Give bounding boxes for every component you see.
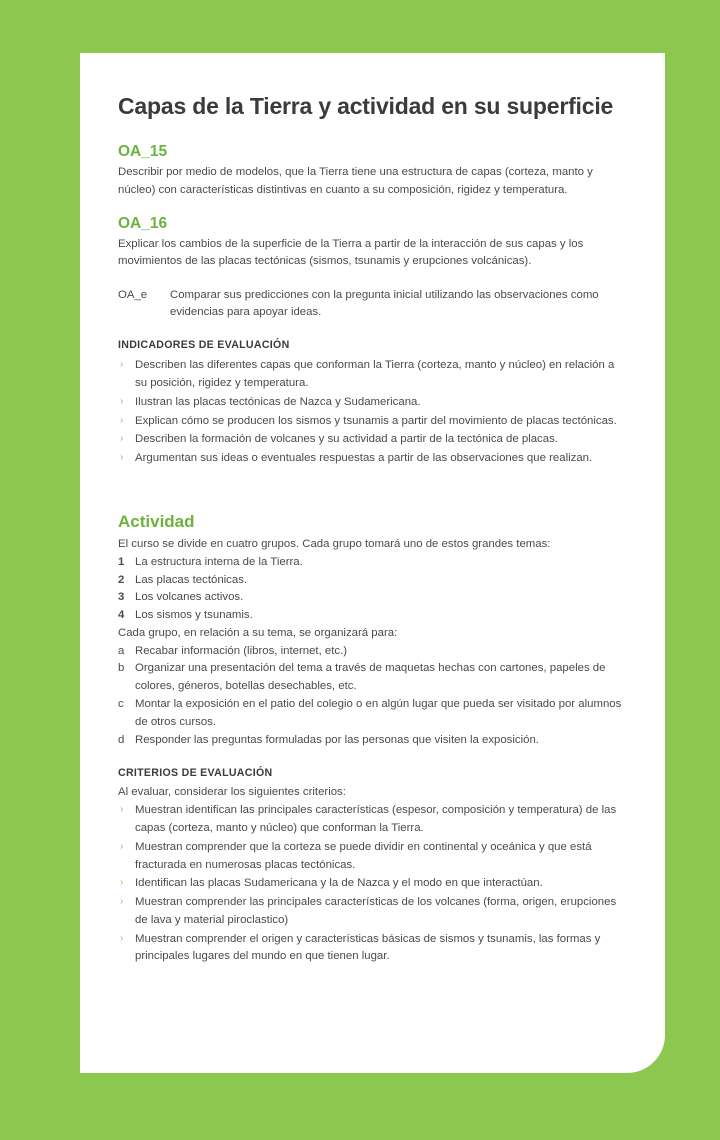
list-item-text: Muestran comprender que la corteza se puede dividir en continental y oceánica y que está fracturada en numerosas placas tectónicas. [135,840,592,871]
list-marker: 4 [118,609,125,622]
list-item [118,431,623,449]
list-item-text: Describen las diferentes capas que conforman la Tierra (corteza, manto y núcleo) en relación a su posición, rigidez y temperatura. [135,359,615,390]
indicators-list [118,357,623,468]
list-item-text: Muestran identifican las principales características (espesor, composición y temperatura) de las capas (corteza, manto y núcleo) que conforman la Tierra. [135,804,617,834]
list-item [118,839,623,875]
chevron-right-icon: › [120,452,124,464]
list-marker: c [118,698,124,711]
list-item [118,875,623,893]
list-item-text: Describen la formación de volcanes y su actividad a partir de la tectónica de placas. [135,433,558,446]
list-item [118,643,623,661]
list-item-text: Ilustran las placas tectónicas de Nazca y Sudamericana. [135,395,421,408]
oae-code: OA_e [118,288,148,301]
list-item [118,413,623,431]
chevron-right-icon: › [120,395,124,407]
list-item-text: Muestran comprender las principales características de los volcanes (forma, origen, erupciones de lava y material piroclastico) [135,896,617,926]
activity-middle-text: Cada grupo, en relación a su tema, se organizará para: [118,626,398,639]
list-item [118,357,623,393]
list-item [118,802,623,838]
oae-text: Comparar sus predicciones con la pregunta inicial utilizando las observaciones como evidencias para apoyar ideas. [170,288,599,318]
list-item [118,894,623,930]
list-item-text: Los sismos y tsunamis. [135,609,253,622]
objective-text: Explicar los cambios de la superficie de la Tierra a partir de la interacción de sus capas y los movimientos de las placas tectónicas (sismos, tsunamis y erupciones volcánicas). [118,238,584,268]
activity-intro: El curso se divide en cuatro grupos. Cada grupo tomará uno de estos grandes temas: [118,538,551,551]
list-item [118,660,623,696]
list-item-text: Las placas tectónicas. [135,573,248,586]
document-page [80,53,665,1073]
list-marker: 1 [118,555,125,568]
list-item [118,589,623,607]
list-marker: b [118,662,125,675]
criteria-intro: Al evaluar, considerar los siguientes criterios: [118,786,346,799]
objective-block-1 [118,215,623,271]
list-marker: d [118,733,125,746]
criteria-heading: CRITERIOS DE EVALUACIÓN [118,767,273,780]
list-item-text: Explican cómo se producen los sismos y tsunamis a partir del movimiento de placas tectónicas. [135,414,617,427]
list-item-text: Recabar información (libros, internet, etc.) [135,644,348,657]
criteria-list [118,802,623,966]
list-item-text: Muestran comprender el origen y características básicas de sismos y tsunamis, las formas y principales lugares del mundo en que tienen lugar. [135,932,601,963]
chevron-right-icon: › [120,840,124,852]
list-item-text: La estructura interna de la Tierra. [135,555,303,568]
list-item-text: Identifican las placas Sudamericana y la de Nazca y el modo en que interactúan. [135,877,543,890]
list-marker: 3 [118,591,125,604]
chevron-right-icon: › [120,433,124,445]
list-item [118,572,623,590]
list-item [118,696,623,732]
chevron-right-icon: › [120,932,124,944]
list-item [118,732,623,750]
list-item [118,931,623,967]
list-item [118,394,623,412]
list-item [118,450,623,468]
chevron-right-icon: › [120,877,124,889]
list-marker: 2 [118,573,125,586]
list-marker: a [118,644,125,657]
chevron-right-icon: › [120,359,124,371]
list-item-text: Montar la exposición en el patio del colegio o en algún lugar que pueda ser visitado por alumnos de otros cursos. [135,698,622,728]
objective-code: OA_15 [118,143,168,161]
chevron-right-icon: › [120,804,124,816]
chevron-right-icon: › [120,896,124,908]
objective-text: Describir por medio de modelos, que la Tierra tiene una estructura de capas (corteza, manto y núcleo) con características distintivas en cuanto a su composición, rigidez y temperatura. [118,166,593,196]
list-item-text: Argumentan sus ideas o eventuales respuestas a partir de las observaciones que realizan. [135,452,593,465]
list-item-text: Los volcanes activos. [135,591,244,604]
list-item-text: Responder las preguntas formuladas por las personas que visiten la exposición. [135,733,539,746]
activity-heading: Actividad [118,512,195,532]
indicators-heading: INDICADORES DE EVALUACIÓN [118,339,290,352]
chevron-right-icon: › [120,414,124,426]
page-title: Capas de la Tierra y actividad en su superficie [118,93,614,119]
activity-steps-list [118,643,623,750]
list-item [118,607,623,625]
activity-topics-list [118,554,623,625]
list-item-text: Organizar una presentación del tema a través de maquetas hechas con cartones, papeles de colores, géneros, botellas desechables, etc. [135,662,606,693]
objective-code: OA_16 [118,215,168,233]
objective-block-0 [118,143,623,199]
list-item [118,554,623,572]
oae-row [118,287,623,322]
